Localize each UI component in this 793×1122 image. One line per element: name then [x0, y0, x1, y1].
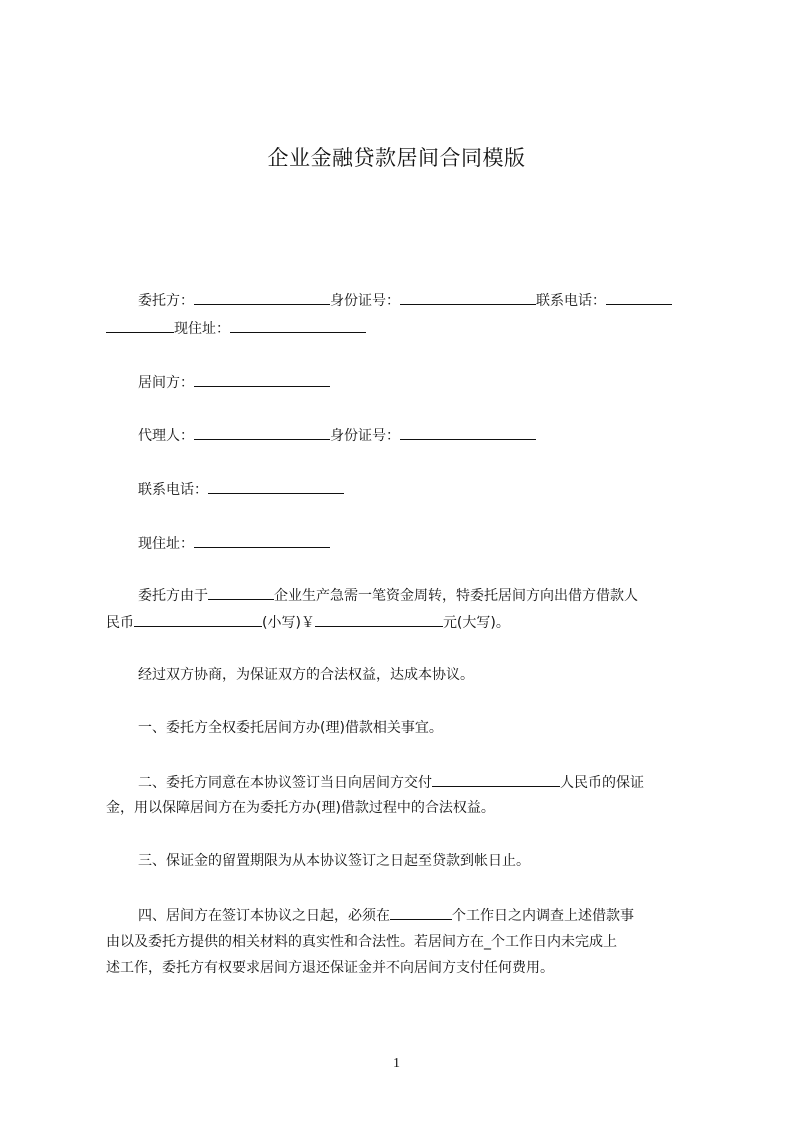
- contact-phone-label: 联系电话：: [138, 482, 208, 498]
- loan-para-line1: [138, 585, 702, 606]
- loan-text-e: 元(大写)。: [442, 615, 510, 631]
- address-label: 现住址：: [174, 321, 230, 337]
- clause-4-line1: [138, 905, 702, 926]
- loan-para-line2: [106, 612, 702, 633]
- phone-blank-cont: [106, 318, 174, 333]
- agent-line: [138, 425, 702, 446]
- contact-address-line: [138, 533, 702, 554]
- amount-upper-blank: [315, 612, 443, 627]
- contact-address-label: 现住址：: [138, 536, 194, 552]
- contact-phone-line: [138, 479, 702, 500]
- clause-1: 一、委托方全权委托居间方办(理)借款相关事宜。: [138, 720, 443, 736]
- phone-blank: [606, 290, 672, 305]
- clause2-text-b: 人民币的保证: [560, 775, 644, 791]
- days-blank: [390, 905, 452, 920]
- loan-text-d: (小写)￥: [262, 615, 315, 631]
- amount-lower-blank: [134, 612, 262, 627]
- enterprise-blank: [208, 585, 274, 600]
- loan-text-b: 企业生产急需一笔资金周转，特委托居间方向出借方借款人: [274, 588, 638, 604]
- client-info-line: [138, 290, 702, 311]
- document-title: 企业金融贷款居间合同模版: [267, 146, 526, 170]
- id-label: 身份证号：: [330, 293, 400, 309]
- agent-id-label: 身份证号：: [330, 428, 400, 444]
- client-blank: [194, 290, 330, 305]
- client-label: 委托方：: [138, 293, 194, 309]
- broker-blank: [194, 372, 330, 387]
- clause-4-line2: 由以及委托方提供的相关材料的真实性和合法性。若居间方在_个工作日内未完成上: [106, 934, 617, 950]
- page-number: 1: [393, 1056, 400, 1071]
- clause4-text-b: 个工作日之内调查上述借款事: [452, 908, 634, 924]
- phone-label: 联系电话：: [536, 293, 606, 309]
- loan-text-a: 委托方由于: [138, 588, 208, 604]
- contact-address-blank: [194, 533, 330, 548]
- address-line: [106, 318, 702, 339]
- loan-text-c: 民币: [106, 615, 134, 631]
- id-blank: [400, 290, 536, 305]
- clause-4-line3: 述工作，委托方有权要求居间方退还保证金并不向居间方支付任何费用。: [106, 960, 554, 976]
- clause-3: 三、保证金的留置期限为从本协议签订之日起至贷款到帐日止。: [138, 853, 530, 869]
- clause2-text-a: 二、委托方同意在本协议签订当日向居间方交付: [138, 775, 432, 791]
- broker-line: [138, 372, 702, 393]
- broker-label: 居间方：: [138, 375, 194, 391]
- agent-blank: [194, 425, 330, 440]
- agent-label: 代理人：: [138, 428, 194, 444]
- deposit-blank: [432, 772, 560, 787]
- agreement-line: 经过双方协商，为保证双方的合法权益，达成本协议。: [138, 667, 474, 683]
- contact-phone-blank: [208, 479, 344, 494]
- clause-2-line2: 金，用以保障居间方在为委托方办(理)借款过程中的合法权益。: [106, 800, 495, 816]
- address-blank: [230, 318, 366, 333]
- agent-id-blank: [400, 425, 536, 440]
- clause-2-line1: [138, 772, 702, 793]
- clause4-text-a: 四、居间方在签订本协议之日起，必须在: [138, 908, 390, 924]
